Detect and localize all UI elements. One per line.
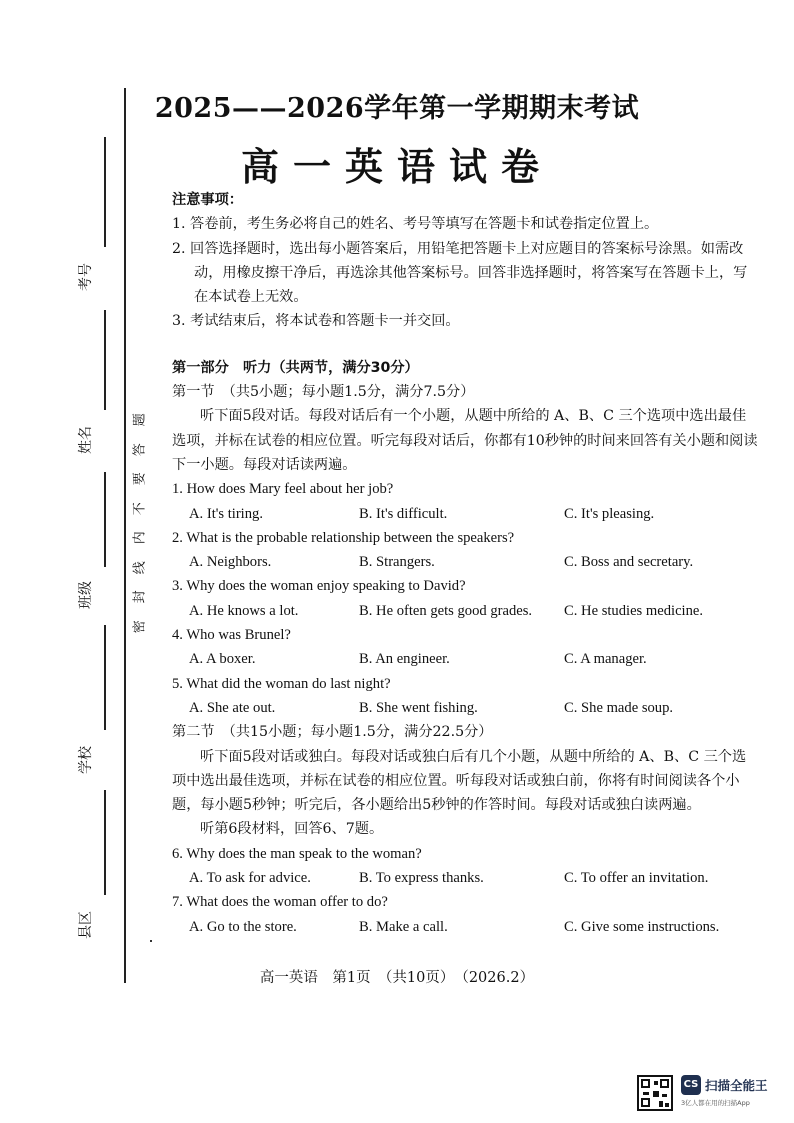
seal-char: 答: [132, 442, 148, 456]
option-a[interactable]: A. A boxer.: [189, 651, 256, 668]
option-b[interactable]: B. Make a call.: [359, 918, 448, 935]
option-b[interactable]: B. It's difficult.: [359, 505, 448, 522]
binding-line: [124, 88, 126, 983]
question-options: [172, 696, 758, 720]
option-c[interactable]: C. He studies medicine.: [564, 602, 704, 619]
school-label: 学校: [78, 746, 94, 774]
seal-char: 线: [132, 560, 148, 574]
option-a[interactable]: A. It's tiring.: [189, 505, 263, 522]
option-c[interactable]: C. Give some instructions.: [564, 918, 720, 935]
seal-warning: [133, 405, 153, 641]
seal-char: 不: [132, 501, 148, 515]
paper-title: 高一英语试卷: [240, 144, 553, 189]
question-stem: 3. Why does the woman enjoy speaking to David?: [172, 578, 466, 595]
option-b[interactable]: B. She went fishing.: [359, 699, 478, 716]
class-blank[interactable]: [104, 472, 106, 567]
option-c[interactable]: C. A manager.: [564, 651, 647, 668]
page-footer: 高一英语 第1页 （共10页） （2026.2）: [259, 970, 535, 986]
question-options: [172, 502, 758, 526]
option-c[interactable]: C. Boss and secretary.: [564, 554, 694, 571]
option-b[interactable]: B. An engineer.: [359, 651, 450, 668]
section2-instructions: 听下面5段对话或独白。每段对话或独白后有几个小题，从题中所给的 A、B、C 三个选项中选出最佳选项，并标在试卷的相应位置。听每段对话或独白前，你将有时间阅读各个小题，每小题5秒钟；听完后，各小题给出5秒钟的作答时间。每段对话或独白读两遍。: [172, 748, 747, 814]
option-c[interactable]: C. It's pleasing.: [564, 505, 655, 522]
option-b[interactable]: B. To express thanks.: [359, 870, 484, 887]
option-a[interactable]: A. To ask for advice.: [189, 870, 311, 887]
question-options: [172, 915, 758, 939]
option-a[interactable]: A. He knows a lot.: [189, 602, 299, 619]
option-a[interactable]: A. Neighbors.: [189, 554, 272, 571]
question-stem: 6. Why does the man speak to the woman?: [172, 845, 422, 862]
scan-speck: [150, 940, 152, 942]
part1-heading: 第一部分 听力（共两节，满分30分）: [172, 359, 419, 376]
question-options: [172, 550, 758, 574]
seal-char: 要: [132, 472, 148, 486]
seal-char: 题: [132, 413, 148, 427]
notice-item: 3. 考试结束后，将本试卷和答题卡一并交回。: [172, 313, 460, 330]
option-a[interactable]: A. Go to the store.: [189, 918, 297, 935]
name-blank[interactable]: [104, 310, 106, 410]
school-blank[interactable]: [104, 625, 106, 730]
camscanner-slogan: 3亿人都在用的扫描App: [681, 1099, 750, 1107]
camscanner-logo-icon: CS: [681, 1075, 701, 1095]
class-label: 班级: [78, 581, 94, 609]
question-stem: 1. How does Mary feel about her job?: [172, 481, 394, 498]
option-b[interactable]: B. He often gets good grades.: [359, 602, 533, 619]
seal-char: 密: [132, 619, 148, 633]
county-blank[interactable]: [104, 790, 106, 895]
option-a[interactable]: A. She ate out.: [189, 699, 276, 716]
question-options: [172, 866, 758, 890]
qr-code-icon: [637, 1075, 673, 1111]
question-stem: 4. Who was Brunel?: [172, 627, 291, 644]
notice-item: 1. 答卷前，考生务必将自己的姓名、考号等填写在答题卡和试卷指定位置上。: [172, 216, 659, 233]
option-c[interactable]: C. She made soup.: [564, 699, 674, 716]
section1-instructions: 听下面5段对话。每段对话后有一个小题，从题中所给的 A、B、C 三个选项中选出最佳选项，并标在试卷的相应位置。听完每段对话后，你都有10秒钟的时间来回答有关小题和阅读下一小题。每段对话读两遍。: [172, 408, 758, 473]
question-stem: 7. What does the woman offer to do?: [172, 894, 388, 911]
candidate-number-label: 考号: [78, 263, 94, 291]
question-options: [172, 599, 758, 623]
exam-content: [172, 188, 758, 939]
notice-item: 2. 回答选择题时，选出每小题答案后，用铅笔把答题卡上对应题目的答案标号涂黑。如需改动，用橡皮擦干净后，再选涂其他答案标号。回答非选择题时，将答案写在答题卡上，写在本试卷上无效。: [172, 240, 748, 306]
seal-char: 内: [132, 531, 148, 545]
county-label: 县区: [78, 911, 94, 939]
question-stem: 5. What did the woman do last night?: [172, 675, 391, 692]
option-c[interactable]: C. To offer an invitation.: [564, 870, 709, 887]
seal-char: 封: [132, 590, 148, 604]
name-label: 姓名: [78, 426, 94, 454]
option-b[interactable]: B. Strangers.: [359, 554, 435, 571]
section2-heading: 第二节 （共15小题；每小题1.5分，满分22.5分）: [172, 724, 493, 741]
listen-note: 听第6段材料，回答6、7题。: [200, 821, 384, 838]
question-stem: 2. What is the probable relationship between the speakers?: [172, 529, 515, 546]
notice-heading: 注意事项：: [172, 192, 243, 208]
exam-title: 2025——2026学年第一学期期末考试: [154, 93, 640, 124]
camscanner-name: 扫描全能王: [705, 1078, 768, 1093]
question-options: [172, 647, 758, 671]
section1-heading: 第一节 （共5小题；每小题1.5分，满分7.5分）: [172, 384, 475, 401]
